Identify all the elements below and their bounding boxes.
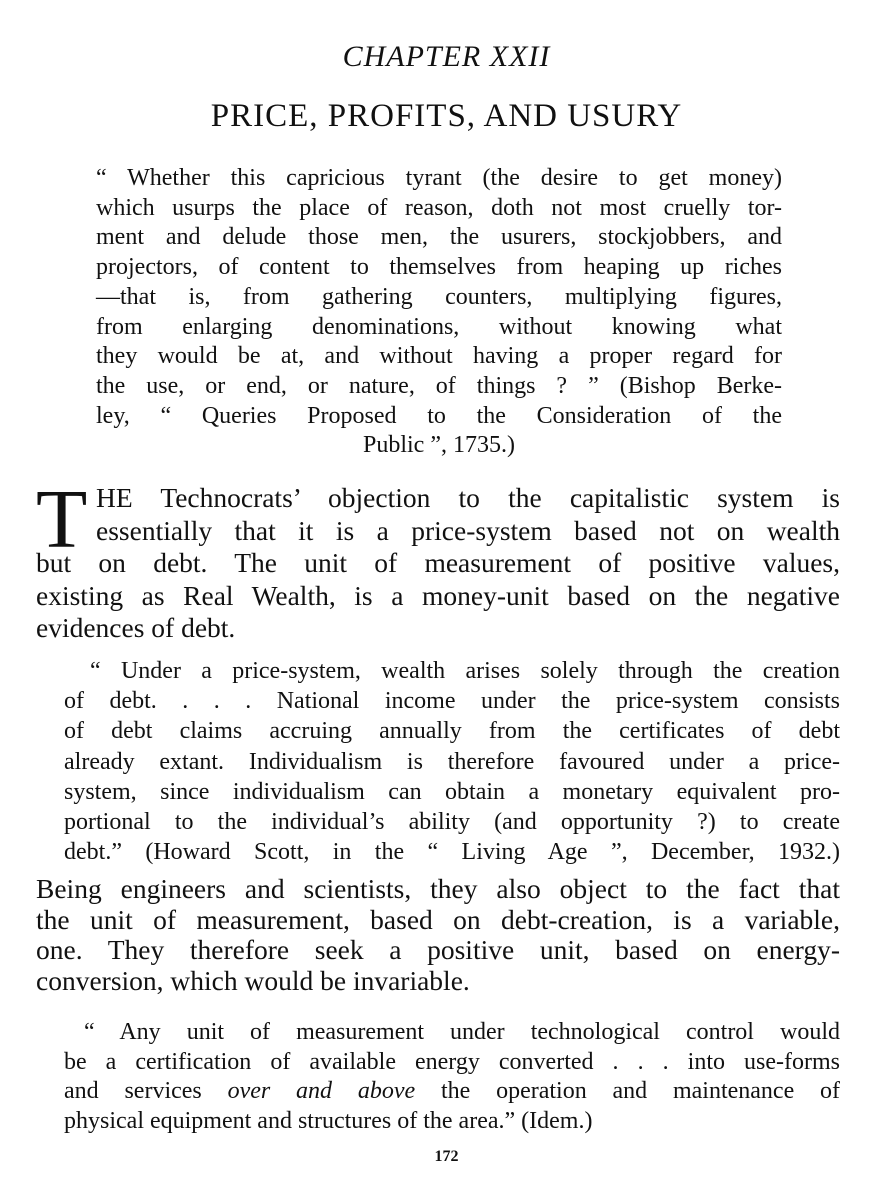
epigraph-line: which usurps the place of reason, doth not most cruelly tor- — [96, 194, 782, 221]
quote-line-with-emphasis — [64, 1077, 840, 1107]
quote-line: debt.” (Howard Scott, in the “ Living Age ”, December, 1932.) — [64, 839, 840, 866]
paragraph-line: evidences of debt. — [36, 612, 236, 643]
paragraph-line: HE Technocrats’ objection to the capitalistic system is — [96, 482, 840, 513]
paragraph-line: conversion, which would be invariable. — [36, 964, 470, 996]
epigraph-line: the use, or end, or nature, of things ? ” (Bishop Berke- — [96, 372, 782, 399]
page-number: 172 — [434, 1148, 459, 1165]
epigraph-line: ment and delude those men, the usurers, stockjobbers, and — [96, 224, 782, 251]
body-paragraph-1 — [36, 482, 840, 645]
epigraph-line: —that is, from gathering counters, multiplying figures, — [96, 283, 782, 310]
epigraph-line: they would be at, and without having a proper regard for — [96, 343, 782, 370]
paragraph-line: the unit of measurement, based on debt-creation, is a variable, — [36, 903, 840, 935]
body-paragraph-2 — [36, 874, 840, 996]
quote-line: of debt claims accruing annually from the certificates of debt — [64, 718, 840, 745]
drop-cap: T — [36, 473, 88, 566]
chapter-heading: CHAPTER XXII — [342, 40, 551, 73]
quote-line: be a certification of available energy converted . . . into use-forms — [64, 1048, 840, 1075]
paragraph-line: Being engineers and scientists, they also object to the fact that — [36, 873, 840, 904]
quote-line: of debt. . . . National income under the price-system consists — [64, 688, 840, 715]
quote-text: the operation and maintenance of — [440, 1078, 841, 1104]
paragraph-line: but on debt. The unit of measurement of positive values, — [36, 547, 840, 578]
paragraph-line: one. They therefore seek a positive unit, based on energy- — [36, 934, 840, 966]
quote-line: physical equipment and structures of the area.” (Idem.) — [64, 1107, 593, 1134]
emphasis-text: over and above — [227, 1078, 416, 1104]
epigraph-attribution: Public ”, 1735.) — [363, 432, 515, 459]
block-quote-2 — [64, 1018, 840, 1136]
quote-line: “ Under a price-system, wealth arises solely through the creation — [90, 658, 840, 684]
paragraph-line: existing as Real Wealth, is a money-unit based on the negative — [36, 579, 840, 611]
epigraph — [96, 164, 782, 461]
epigraph-line: “ Whether this capricious tyrant (the desire to get money) — [96, 165, 782, 191]
quote-text: and services — [64, 1078, 202, 1104]
quote-line: portional to the individual’s ability (and opportunity ?) to create — [64, 809, 840, 836]
epigraph-line: projectors, of content to themselves from heaping up riches — [96, 254, 782, 281]
quote-line: “ Any unit of measurement under technological control would — [84, 1019, 840, 1045]
chapter-title: PRICE, PROFITS, AND USURY — [210, 98, 683, 134]
quote-line: system, since individualism can obtain a monetary equivalent pro- — [64, 778, 840, 805]
paragraph-line: essentially that it is a price-system based not on wealth — [96, 514, 840, 546]
quote-line: already extant. Individualism is therefore favoured under a price- — [64, 748, 840, 775]
epigraph-line: from enlarging denominations, without knowing what — [96, 313, 782, 340]
epigraph-line: ley, “ Queries Proposed to the Consideration of the — [96, 402, 782, 429]
block-quote-1 — [64, 656, 840, 867]
